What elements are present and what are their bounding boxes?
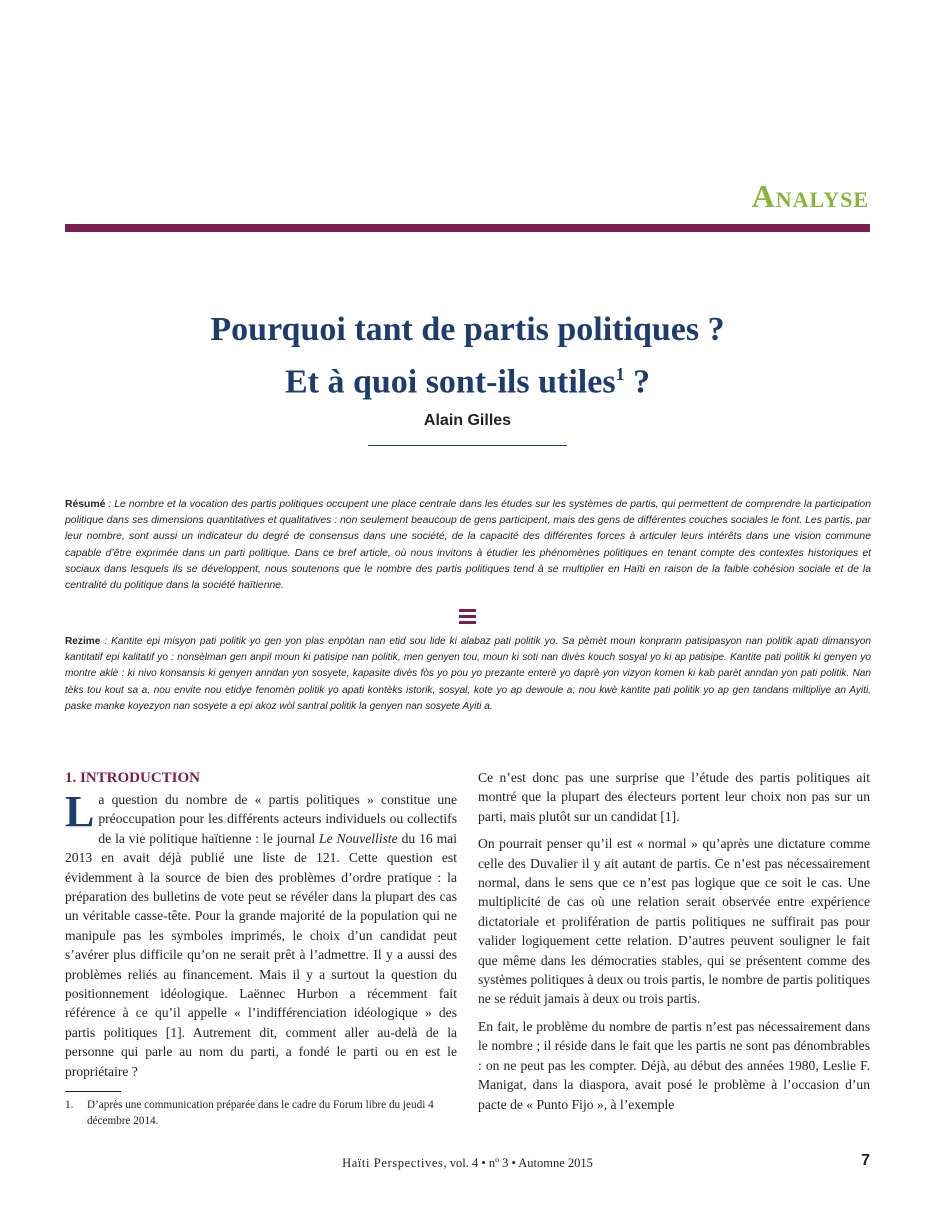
- abstract-kreyol: [65, 634, 871, 715]
- abstract-kreyol-label: Rezime: [65, 636, 101, 647]
- abstract-french: [65, 497, 871, 594]
- footnote-text: D’après une communication préparée dans le cadre du Forum libre du jeudi 4 décembre 2014.: [87, 1099, 434, 1127]
- header-rule: [65, 224, 870, 232]
- abstract-french-text: : Le nombre et la vocation des partis politiques occupent une place centrale dans les études sur les systèmes de partis, qui permettent de comprendre la participation politique dans ses dimensions quantitatives et qualitatives : non seulement beaucoup de gens participent, mais des gens de différentes couches sociales le font. Les partis, par leur nombre, sont aussi un indicateur du degré de consensus dans une société, de la capacité des différentes forces à articuler leurs intérêts dans une vision commune capable d’être exprimée dans un parti politique. Dans ce bref article, où nous invitons à étudier les phénomènes politiques en tenant compte des contextes historiques et sociaux dans lesquels ils se développent, nous soutenons que le nombre des partis politiques tend à se multiplier en Haïti en raison de la faible cohésion sociale et de la centralité du politique dans la société haïtienne.: [65, 499, 871, 592]
- body-paragraph: Ce n’est donc pas une surprise que l’étude des partis politiques ait montré que la plupart des électeurs portent leur choix non pas sur un parti, mais plutôt sur un candidat [1].: [478, 770, 870, 824]
- article-title: [65, 308, 870, 404]
- page-footer: [65, 1156, 870, 1171]
- footnote: [65, 1097, 457, 1129]
- title-line-1: Pourquoi tant de partis politiques ?: [210, 311, 725, 348]
- title-line-2: Et à quoi sont-ils utiles: [284, 363, 616, 401]
- body-column-left: [65, 768, 457, 1089]
- drop-cap: L: [65, 787, 95, 836]
- journal-title: Haïti Perspectives: [342, 1156, 444, 1170]
- author-divider: [368, 445, 567, 446]
- section-separator-icon: [459, 609, 476, 624]
- abstract-french-label: Résumé: [65, 499, 106, 510]
- title-footnote-ref[interactable]: 1: [615, 364, 625, 384]
- body-column-right: [478, 768, 870, 1122]
- author-name: Alain Gilles: [423, 412, 512, 429]
- section-heading: 1. INTRODUCTION: [65, 770, 201, 786]
- body-paragraph: On pourrait penser qu’il est « normal » qu’après une dictature comme celle des Duvalier il y ait autant de partis. Ce n’est pas nécessairement normal, dans le sens que ce n’est pas logique que ce soit le cas. Une multiplicité de cas où une relation serait observée entre expérience dictatoriale et prolifération de partis politiques ne suffirait pas pour valider logiquement cette relation. D’autres peuvent souligner le fait que même dans les démocraties stables, qui se présentent comme des systèmes politiques à deux ou trois partis, le nombre de partis politiques ne se réduit jamais à deux ou trois partis.: [478, 836, 870, 1007]
- footnote-number: 1.: [65, 1099, 74, 1111]
- abstract-kreyol-text: : Kantite epi misyon pati politik yo gen yon plas enpòtan nan etid sou lide ki alabaz pati politik yo. Sa pèmèt moun konprann patisipasyon nan politik apati dimansyon kantitatif epi kalitatif yo : nonsèlman gen anpil moun ki patisipe nan politik, men genyen tou, moun ki soti nan divès kouch sosyal yo ki ap patisipe. Kantite pati politik ki genyen yo montre aklè : ki nivo konsansis ki genyen anndan yon sosyete, kapasite divès fòs yo pou yo prezante enterè yo daprè yon vizyon komen ki kab parèt anndan yon pati politik. Nan tèks tou kout sa a, nou envite nou etidye fenomèn politik yo apati kontèks istorik, sosyal, kote yo ap dewoule a; nou kwè kantite pati politik yo ap gen tandans miltipliye an Ayiti, paske manke koyezyon nan sosyete a epi akoz wòl santral politik la genyen nan sosyete Ayiti a.: [65, 636, 871, 712]
- page-number: 7: [861, 1152, 870, 1169]
- journal-name: Le Nouvelliste: [319, 830, 398, 846]
- intro-text-b: du 16 mai 2013 en avait déjà publié une liste de 121. Cette question est évidemment à la source de bien des problèmes d’ordre pratique : la préparation des bulletins de vote peut se révéler dans la plupart des cas un véritable casse-tête. Pour la grande majorité de la population qui ne manipule pas les symboles imprimés, le choix d’un candidat peut s’avérer plus difficile qu’on ne serait prêt à l’admettre. Il y a aussi des problèmes reliés au financement. Mais il y a surtout la question du positionnement idéologique. Laënnec Hurbon a récemment fait référence à ce qu’il appelle « l’indifférenciation idéologique » des partis politiques [1]. Autrement dit, comment aller au-delà de la personne qui parle au nom du parti, a fondé le parti ou en est le propriétaire ?: [65, 830, 457, 1079]
- intro-paragraph: [65, 787, 457, 1081]
- title-line-2-end: ?: [624, 363, 651, 401]
- body-paragraph: En fait, le problème du nombre de partis n’est pas nécessairement dans le nombre ; il réside dans le fait que les partis ne sont pas dénombrables : on ne peut pas les compter. Déjà, au début des années 1980, Leslie F. Manigat, dans la diaspora, avait posé le problème à l’occasion d’un pacte de « Punto Fijo », à l’exemple: [478, 1018, 870, 1112]
- footnote-rule: [65, 1091, 121, 1092]
- intro-text-a: a question du nombre de « partis politiques » constitue une préoccupation pour les différents acteurs individuels ou collectifs de la vie politique haïtienne : le journal: [98, 792, 457, 846]
- issue-info: , vol. 4 • nº 3 • Automne 2015: [443, 1156, 593, 1170]
- section-label: Analyse: [751, 178, 869, 214]
